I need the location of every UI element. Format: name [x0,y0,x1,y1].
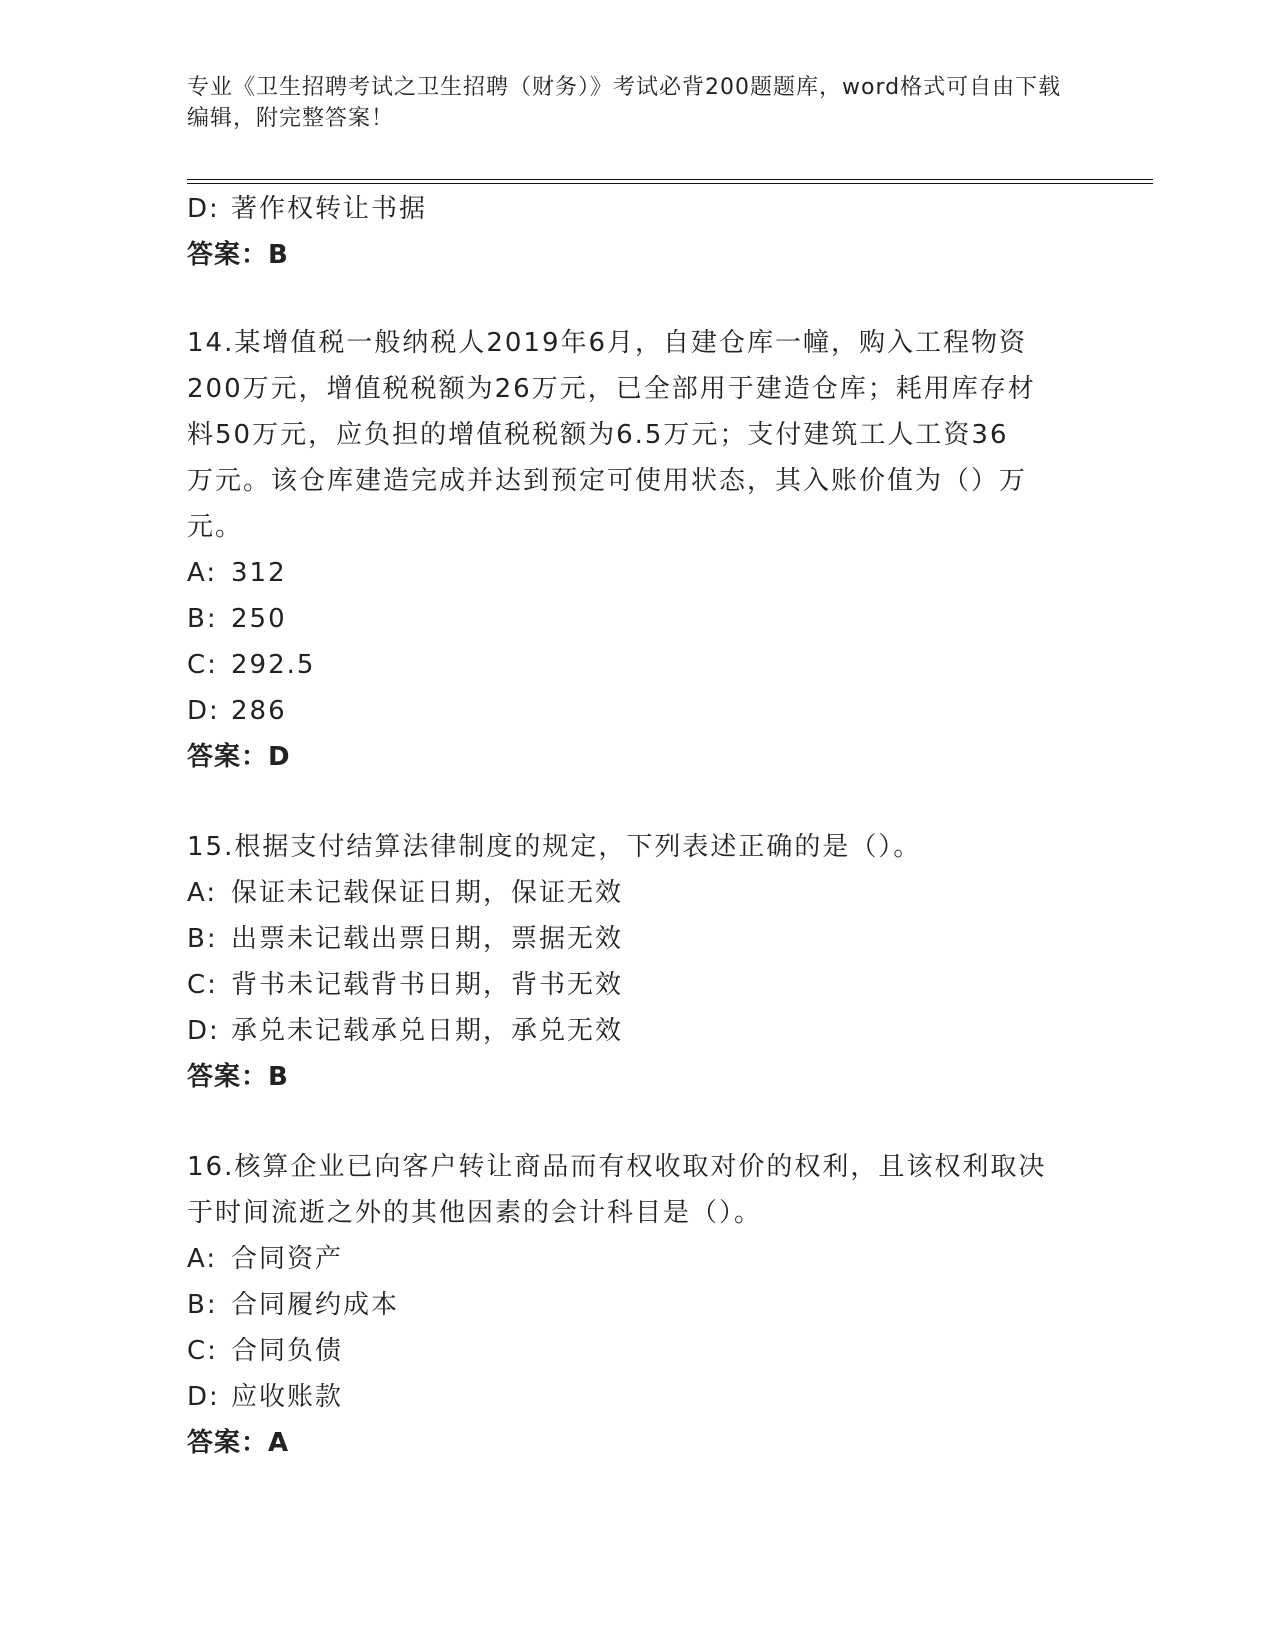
option-text: 承兑未记载承兑日期，承兑无效 [231,1016,624,1046]
option-label: C: [187,650,218,680]
option-label: B: [187,604,218,634]
option-c [187,642,1087,688]
option-label: D: [187,1382,220,1412]
option-text: 应收账款 [231,1382,344,1412]
option-label: A: [187,878,218,908]
previous-question-tail [187,186,1087,278]
question-text-line: 料50万元，应负担的增值税税额为6.5万元；支付建筑工人工资36 [187,420,1009,450]
option-b [187,1282,1087,1328]
option-d [187,688,1087,734]
header-title: 专业《卫生招聘考试之卫生招聘（财务）》考试必背200题题库，word格式可自由下载编辑，附完整答案！ [187,75,1062,131]
option-text: 286 [231,696,287,726]
answer-line: 答案：D [187,742,291,772]
option-d [187,1374,1087,1420]
option-text: 合同履约成本 [231,1290,400,1320]
option-label: D: [187,696,220,726]
option-text: 背书未记载背书日期，背书无效 [231,970,624,1000]
option-label: C: [187,970,218,1000]
option-text: 合同负债 [231,1336,344,1366]
option-label: B: [187,1290,218,1320]
question-text-line: 于时间流逝之外的其他因素的会计科目是（）。 [187,1198,763,1228]
answer-line: 答案：B [187,1062,289,1092]
question-16 [187,1144,1087,1466]
option-d [187,1008,1087,1054]
option-text: 292.5 [231,650,316,680]
option-text: 保证未记载保证日期，保证无效 [231,878,624,908]
question-text-line: 万元。该仓库建造完成并达到预定可使用状态，其入账价值为（）万 [187,466,1028,496]
option-c [187,1328,1087,1374]
option-c [187,962,1087,1008]
question-14 [187,320,1087,780]
question-text-line: 200万元，增值税税额为26万元，已全部用于建造仓库；耗用库存材 [187,374,1036,404]
option-label: D: [187,1016,220,1046]
option-text: 出票未记载出票日期，票据无效 [231,924,624,954]
question-list [187,186,1087,1466]
question-text-line: 元。 [187,512,244,542]
answer-line: 答案：A [187,1428,290,1458]
question-text-line: 15.根据支付结算法律制度的规定，下列表述正确的是（）。 [187,832,922,862]
option-text: 250 [231,604,287,634]
option-label: B: [187,924,218,954]
option-text: 著作权转让书据 [231,194,428,224]
question-text-line: 14.某增值税一般纳税人2019年6月，自建仓库一幢，购入工程物资 [187,328,1028,358]
answer-line: 答案：B [187,240,289,270]
question-15 [187,824,1087,1100]
option-text: 312 [231,558,287,588]
option-a [187,870,1087,916]
document-header [187,72,1067,134]
option-label: A: [187,1244,218,1274]
option-d [187,186,1087,232]
header-divider [187,179,1153,184]
option-a [187,1236,1087,1282]
option-label: C: [187,1336,218,1366]
question-text-line: 16.核算企业已向客户转让商品而有权收取对价的权利，且该权利取决 [187,1152,1047,1182]
option-b [187,916,1087,962]
option-a [187,550,1087,596]
option-b [187,596,1087,642]
option-label: D: [187,194,220,224]
option-label: A: [187,558,218,588]
option-text: 合同资产 [231,1244,344,1274]
